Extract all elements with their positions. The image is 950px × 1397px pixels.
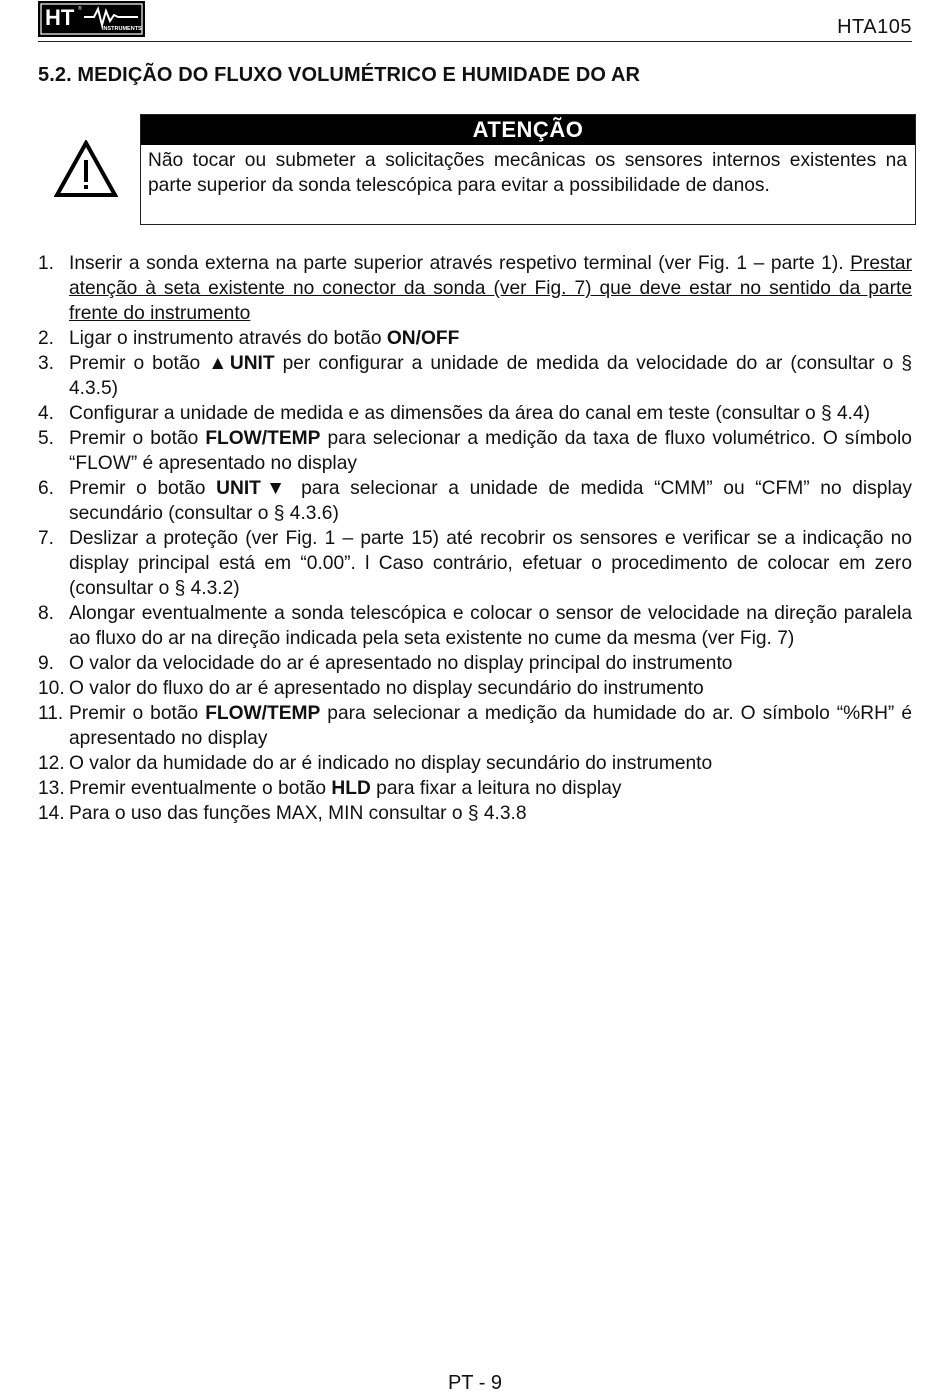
warning-text: Não tocar ou submeter a solicitações mecânicas os sensores internos existentes na parte superior da sonda telescópica para evitar a possibilidade de danos. (148, 150, 907, 196)
procedure-step (38, 351, 912, 401)
step-number: 9. (38, 653, 55, 674)
step-number: 14. (38, 803, 65, 824)
step-text: per configurar a unidade de medida da velocidade do ar (consultar o § 4.3.5) (69, 353, 912, 399)
step-button-label: ▲UNIT (208, 353, 275, 374)
step-text: para selecionar a unidade de medida “CMM” ou “CFM” no display secundário (consultar o § 4.3.6) (69, 478, 912, 524)
step-text: O valor da humidade do ar é indicado no display secundário do instrumento (69, 753, 713, 774)
procedure-step (38, 426, 912, 476)
model-name: HTA105 (837, 16, 912, 38)
procedure-step (38, 776, 912, 801)
step-text: Para o uso das funções MAX, MIN consultar o § 4.3.8 (69, 803, 527, 824)
page-header (38, 0, 912, 42)
step-number: 8. (38, 603, 55, 624)
step-text: Alongar eventualmente a sonda telescópica e colocar o sensor de velocidade na direção paralela ao fluxo do ar na direção indicada pela seta existente no cume da mesma (ver Fig. 7) (69, 603, 912, 649)
step-text: para selecionar a medição da taxa de fluxo volumétrico. O símbolo “FLOW” é apresentado no display (69, 428, 912, 474)
step-note: Prestar atenção à seta existente no conector da sonda (ver Fig. 7) que deve estar no sentido da parte frente do instrumento (69, 253, 912, 324)
step-text: Deslizar a proteção (ver Fig. 1 – parte 15) até recobrir os sensores e verificar se a indicação no display principal está em “0.00”. l Caso contrário, efetuar o procedimento de colocar em zero (consultar o § 4.3.2) (69, 528, 912, 599)
step-text: Premir eventualmente o botão (69, 778, 332, 799)
step-text: Premir o botão (69, 353, 209, 374)
step-button-label: FLOW/TEMP (205, 703, 321, 724)
step-number: 6. (38, 478, 55, 499)
svg-text:®: ® (78, 6, 82, 12)
step-number: 11. (38, 703, 64, 724)
warning-triangle-icon (54, 140, 118, 198)
procedure-step (38, 526, 912, 601)
procedure-steps (38, 251, 912, 826)
step-text: para selecionar a medição da humidade do ar. O símbolo “%RH” é apresentado no display (69, 703, 912, 749)
procedure-step (38, 676, 912, 701)
procedure-step (38, 701, 912, 751)
svg-text:INSTRUMENTS: INSTRUMENTS (102, 26, 142, 32)
step-button-label: HLD (331, 778, 371, 799)
procedure-step (38, 651, 912, 676)
header-rule (38, 41, 912, 42)
step-text: O valor da velocidade do ar é apresentado no display principal do instrumento (69, 653, 733, 674)
procedure-step (38, 801, 912, 826)
step-text: Configurar a unidade de medida e as dimensões da área do canal em teste (consultar o § 4.4) (69, 403, 871, 424)
step-number: 13. (38, 778, 65, 799)
step-number: 10. (38, 678, 65, 699)
step-number: 4. (38, 403, 55, 424)
ht-instruments-logo (38, 1, 145, 37)
procedure-step (38, 401, 912, 426)
step-text: Premir o botão (69, 428, 206, 449)
step-text: para fixar a leitura no display (370, 778, 622, 799)
step-number: 1. (38, 253, 55, 274)
step-number: 7. (38, 528, 55, 549)
procedure-step (38, 326, 912, 351)
step-text: Ligar o instrumento através do botão (69, 328, 387, 349)
step-number: 3. (38, 353, 55, 374)
step-text: Inserir a sonda externa na parte superior através respetivo terminal (ver Fig. 1 – parte 1). (69, 253, 851, 274)
svg-text:HT: HT (45, 5, 75, 30)
procedure-step (38, 601, 912, 651)
procedure-step (38, 751, 912, 776)
step-number: 5. (38, 428, 55, 449)
warning-title: ATENÇÃO (141, 115, 915, 145)
step-button-label: FLOW/TEMP (205, 428, 321, 449)
step-number: 2. (38, 328, 55, 349)
page-number: PT - 9 (447, 1372, 503, 1394)
procedure-step (38, 251, 912, 326)
section-title: 5.2. MEDIÇÃO DO FLUXO VOLUMÉTRICO E HUMIDADE DO AR (38, 64, 641, 86)
step-button-label: ON/OFF (386, 328, 460, 349)
procedure-step (38, 476, 912, 526)
step-button-label: UNIT▼ (216, 478, 291, 499)
step-number: 12. (38, 753, 65, 774)
warning-box (140, 114, 916, 225)
step-text: O valor do fluxo do ar é apresentado no display secundário do instrumento (69, 678, 704, 699)
step-text: Premir o botão (69, 703, 206, 724)
step-text: Premir o botão (69, 478, 217, 499)
